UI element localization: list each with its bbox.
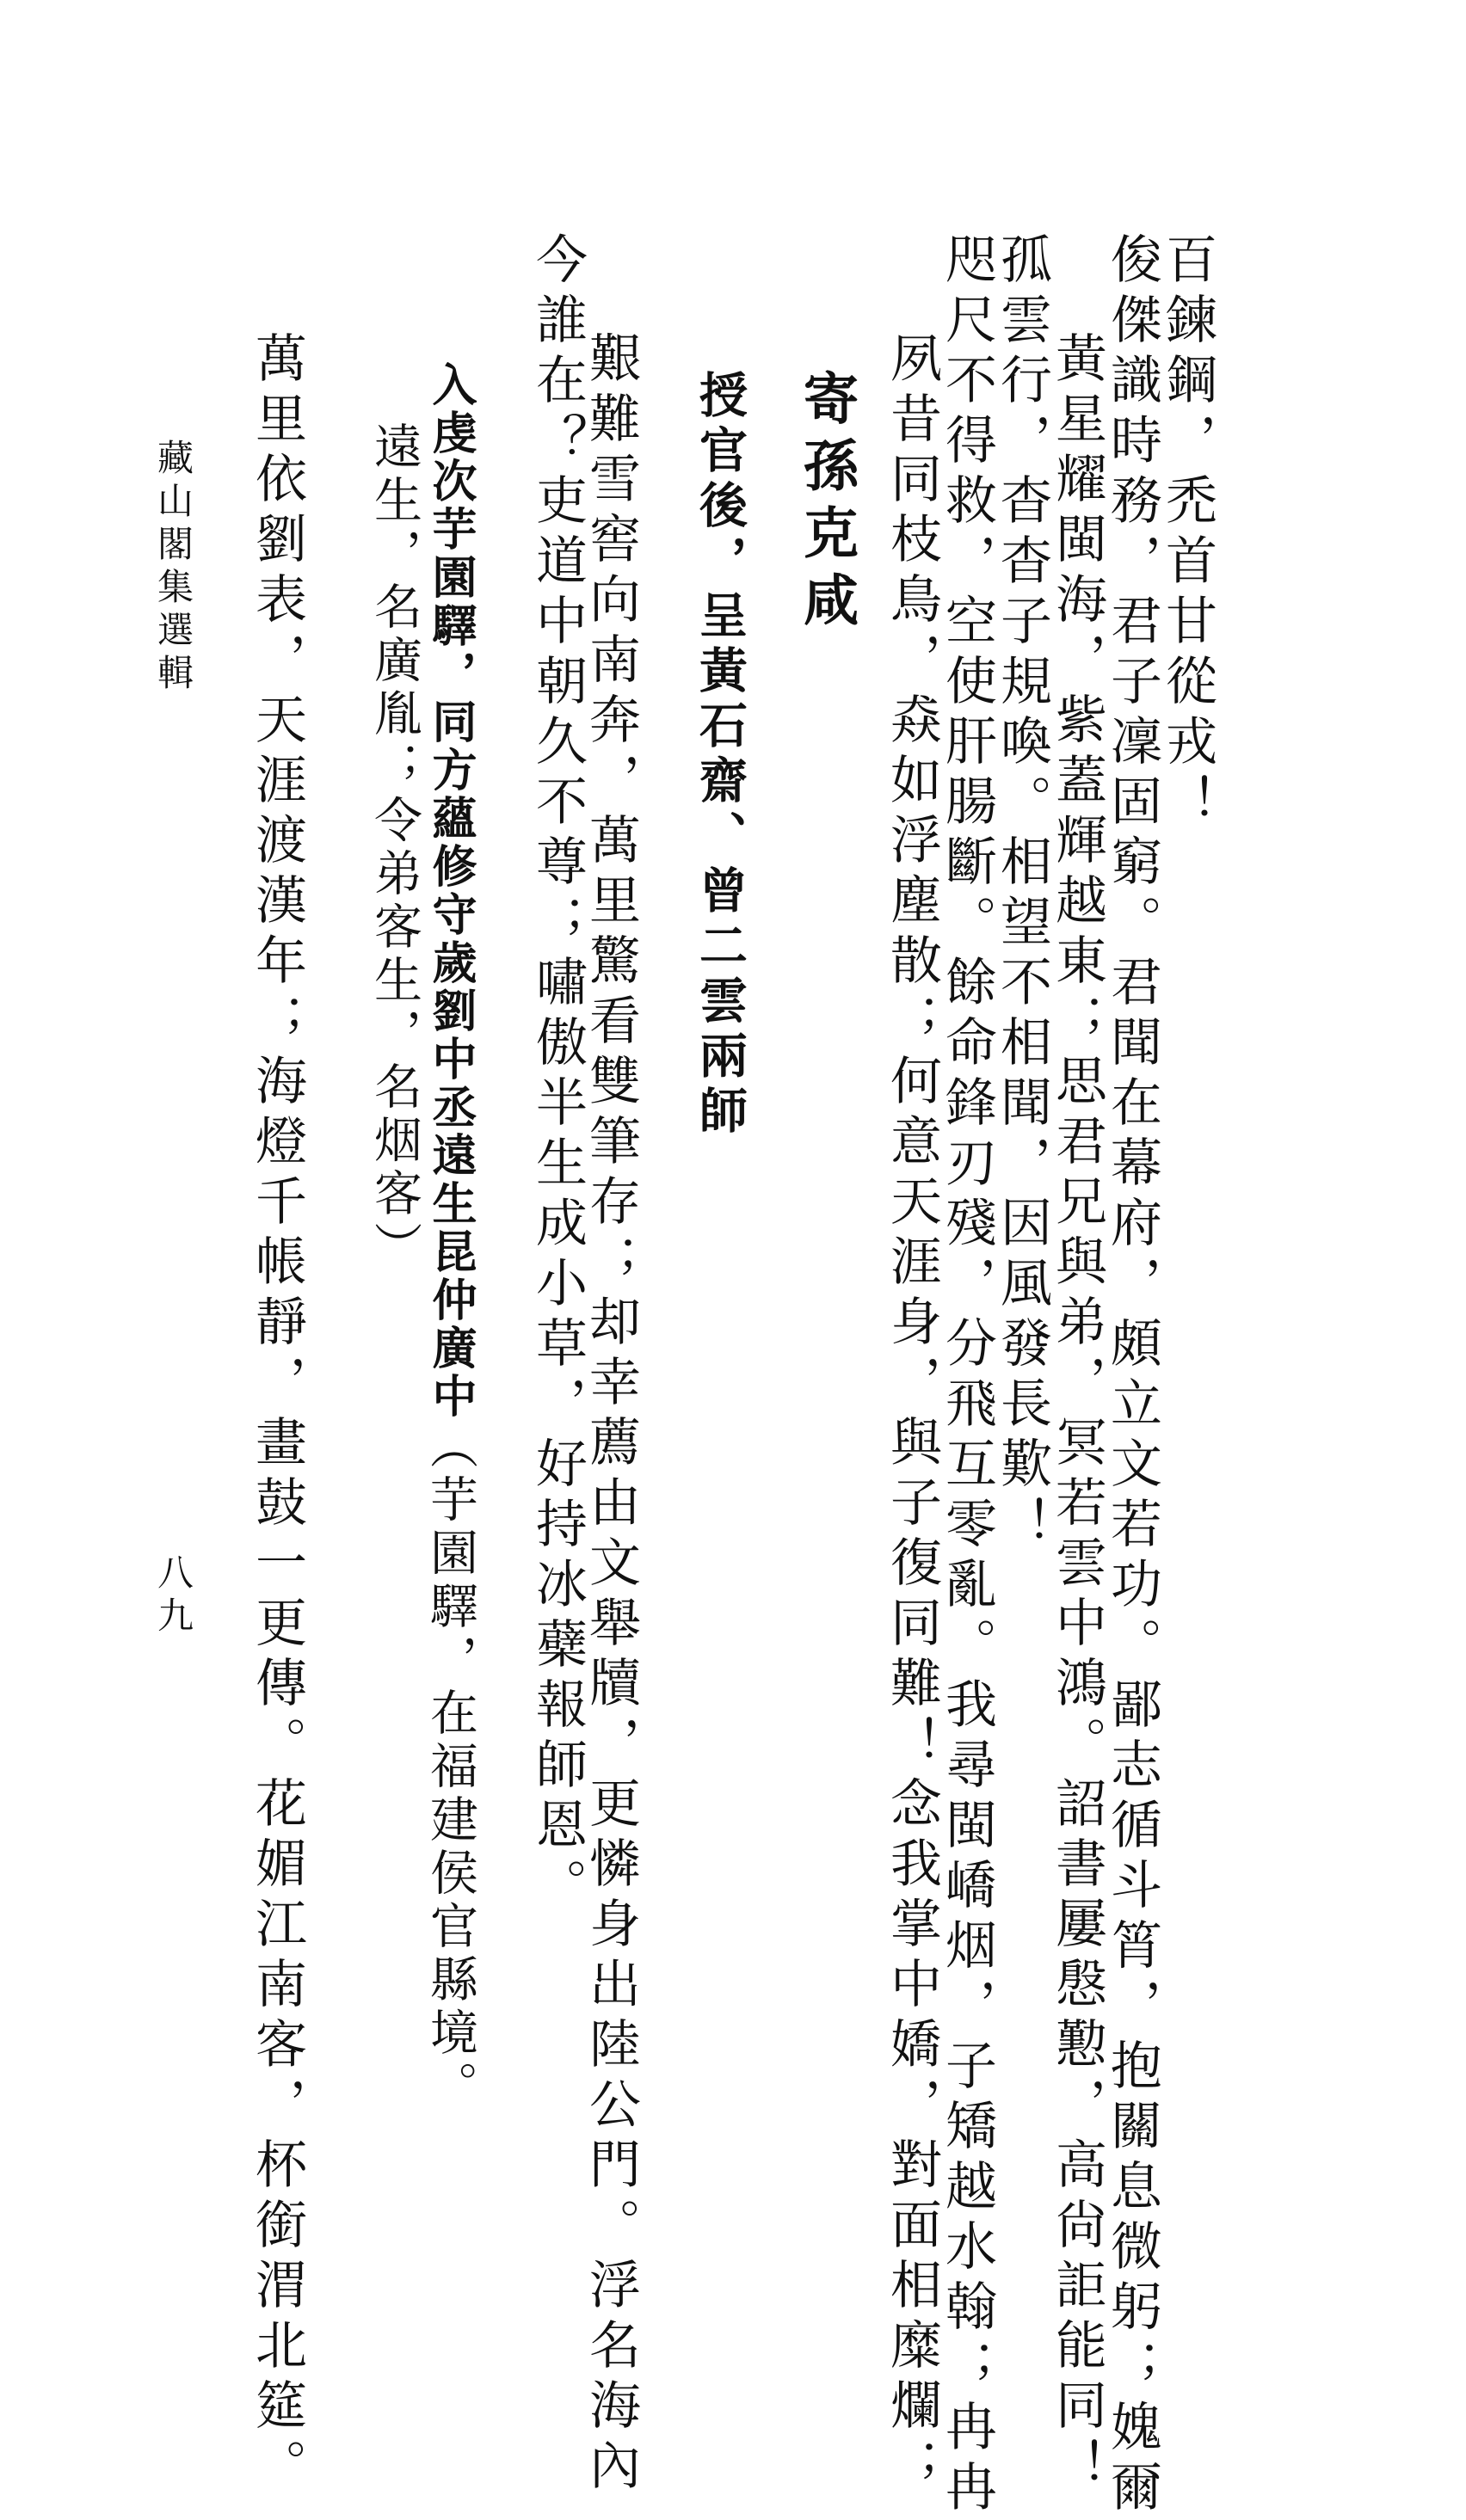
poem-1-line-5: 俊傑識時務，君子凜固窮。君聞在幕府，頗立文若功。鄙志循斗筲，抱關息微躬；媿爾 (1102, 232, 1162, 2520)
poem-2-line-1: 艱難雪窖向南奔，萬里驚看雙筆存；却幸薦由文舉牘，更憐身出陸公門。浮名海內 (581, 331, 641, 2498)
poem-1-line-4: 黃星耀閩海，紫蓋輝越東；思君兄與弟，冥若雲中鴻。詔書屢慇懃，高尙詎能同！ (1047, 331, 1107, 2498)
poem-1-line-3: 孤雲行，杳杳子規喚。相望不相聞，因風發長歎！ (992, 232, 1052, 1557)
poem-2-title: 授官後，呈黃石齋、曾二雲兩師 (692, 370, 748, 1140)
running-title: 藏山閣集選輯 (152, 439, 194, 697)
poem-1-line-6: 百鍊鋼，禿首甘從戎！ (1157, 232, 1217, 834)
poem-1-line-2: 咫尺不得救，空使肝腸斷。餘命鋒刃殘，分飛互零亂。我尋閩嶠烟，子矯越水翰；冉冉 (937, 232, 997, 2520)
poem-3-title-main: 入虔次芋園驛，同方蘊修守歲劉中丞遠生昆仲廣中 (424, 361, 476, 1421)
poem-2-line-2: 今誰在？吏道中朝久不尊；嘯傲半生成小草，好持冰蘗報師恩。 (527, 232, 588, 1918)
poem-1-line-1: 夙昔同枝鳥，猋如浮塵散；何意天涯身，與子復同難！念我掌中嬌，對面相糜爛； (882, 331, 942, 2498)
poem-3-title (422, 361, 478, 2114)
page-number: 八九 (152, 1553, 194, 1639)
poem-3-title-note-2: 遠生，名廣胤；令弟客生，名烟客） (366, 421, 422, 1275)
poem-3-title-note-1: （芋園驛，在福建侯官縣境。 (422, 1421, 478, 2114)
poem-3-line-1: 萬里依劉表，天涯渡漢年；海燈千帳靜，畫鼓一更傳。花媚江南客，杯銜渭北筵。 (247, 331, 307, 2498)
poem-1-title: 寄孫克咸 (794, 370, 858, 638)
